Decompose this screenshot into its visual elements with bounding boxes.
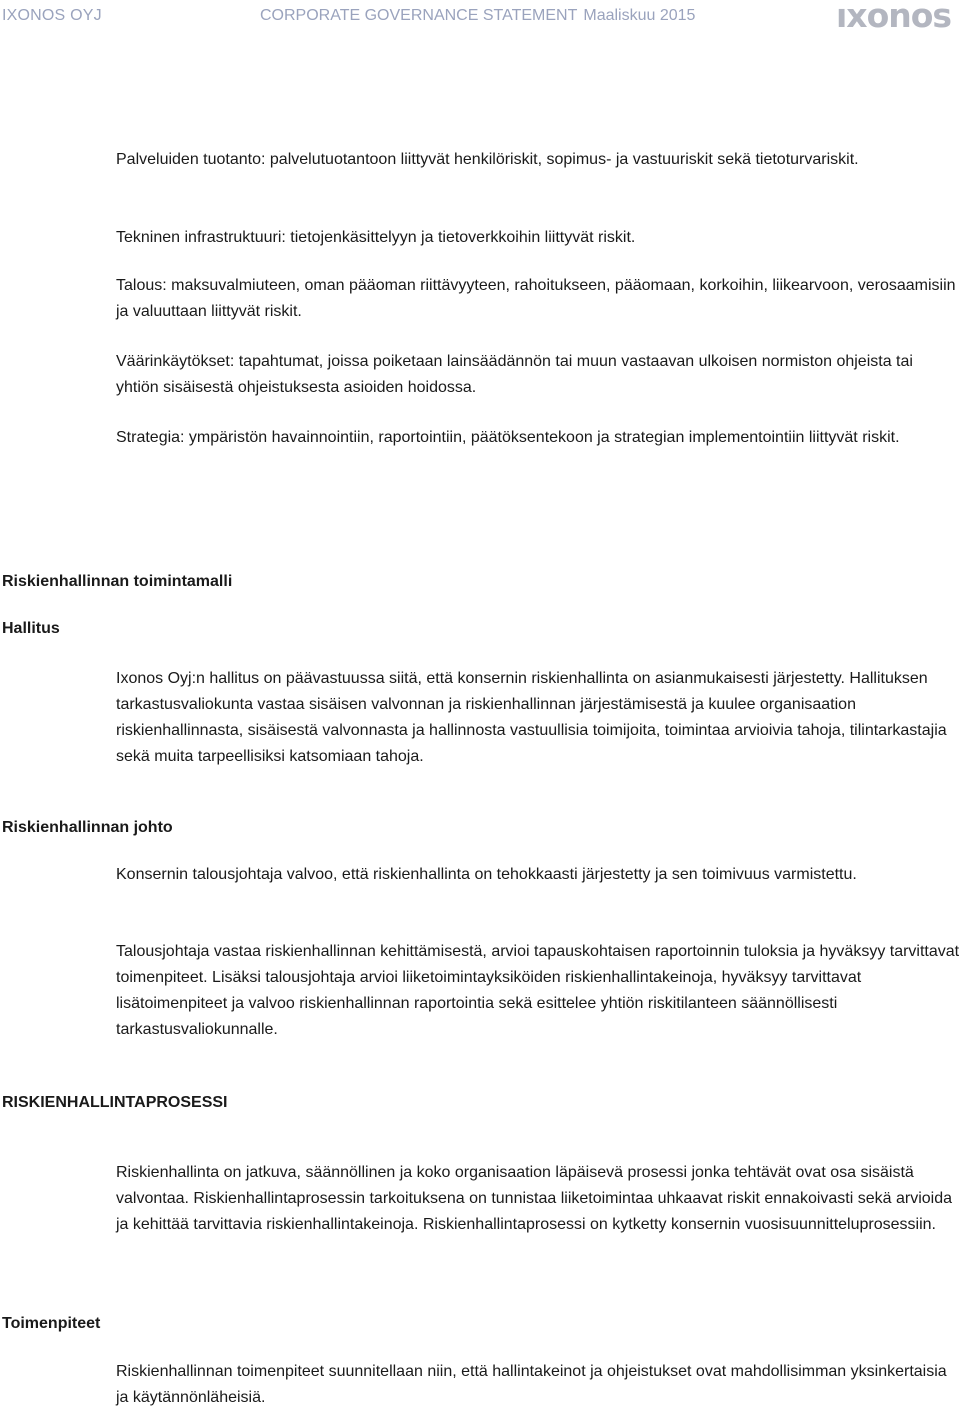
- management-paragraph-1: Konsernin talousjohtaja valvoo, että riskienhallinta on tehokkaasti järjestetty ja sen toimivuus varmistettu.: [116, 866, 857, 883]
- page-header: [0, 0, 960, 40]
- section-heading-process: RISKIENHALLINTAPROSESSI: [2, 1094, 228, 1111]
- management-paragraph-2: Talousjohtaja vastaa riskienhallinnan kehittämisestä, arvioi tapauskohtaisen raportoinnin tuloksia ja hyväksyy tarvittavat toimenpiteet. Lisäksi talousjohtaja arvioi liiketoimintayksiköiden riskienhallintakeinoja, hyväksyy tarvittavat lisätoimenpiteet ja valvoo riskienhallinnan raportointia sekä esittelee yhtiön riskitilanteen säännöllisesti tarkastusvaliokunnalle.: [116, 943, 960, 1038]
- risk-category-infrastructure: Tekninen infrastruktuuri: tietojenkäsittelyyn ja tietoverkkoihin liittyvät riskit.: [116, 229, 636, 246]
- process-paragraph: Riskienhallinta on jatkuva, säännöllinen ja koko organisaation läpäisevä prosessi jonka tehtävät ovat osa sisäistä valvontaa. Riskienhallintaprosessin tarkoituksena on tunnistaa liiketoimintaa uhkaavat riskit ennakoivasti sekä arvioida ja kehittää tarvittavia riskienhallintakeinoja. Riskienhallintaprosessi on kytketty konsernin vuosisuunnitteluprosessiin.: [116, 1164, 953, 1233]
- section-heading-measures: Toimenpiteet: [2, 1315, 101, 1332]
- ixonos-logo: ıxonos: [836, 0, 952, 35]
- section-heading-model: Riskienhallinnan toimintamalli: [2, 573, 233, 590]
- risk-category-misconduct: Väärinkäytökset: tapahtumat, joissa poiketaan lainsäädännön tai muun vastaavan ulkoisen normiston ohjeista tai yhtiön sisäisestä ohjeistuksesta asioiden hoidossa.: [116, 353, 913, 396]
- risk-category-strategy: Strategia: ympäristön havainnointiin, raportointiin, päätöksentekoon ja strategian implementointiin liittyvät riskit.: [116, 429, 900, 446]
- measures-paragraph: Riskienhallinnan toimenpiteet suunnitellaan niin, että hallintakeinot ja ohjeistukset ovat mahdollisimman yksinkertaisia ja käytännönläheisiä.: [116, 1363, 947, 1406]
- subheading-management: Riskienhallinnan johto: [2, 819, 173, 836]
- document-date: Maaliskuu 2015: [583, 7, 696, 24]
- board-paragraph: Ixonos Oyj:n hallitus on päävastuussa siitä, että konsernin riskienhallinta on asianmukaisesti järjestetty. Hallituksen tarkastusvaliokunta vastaa sisäisen valvonnan ja riskienhallinnan järjestämisestä ja kuulee organisaation riskienhallinnasta, sisäisestä valvonnasta ja hallinnosta vastuullisia toimijoita, toimintaa arvioivia tahoja, tilintarkastajia sekä muita tarpeellisiksi katsomiaan tahoja.: [116, 670, 947, 765]
- subheading-board: Hallitus: [2, 620, 60, 637]
- risk-category-services: Palveluiden tuotanto: palvelutuotantoon liittyvät henkilöriskit, sopimus- ja vastuuriskit sekä tietoturvariskit.: [116, 151, 859, 168]
- document-title: [260, 7, 695, 25]
- company-name: IXONOS OYJ: [2, 7, 102, 24]
- risk-category-finance: Talous: maksuvalmiuteen, oman pääoman riittävyyteen, rahoitukseen, pääomaan, korkoihin, liikearvoon, verosaamisiin ja valuuttaan liittyvät riskit.: [116, 277, 956, 320]
- document-title-text: CORPORATE GOVERNANCE STATEMENT: [260, 7, 578, 24]
